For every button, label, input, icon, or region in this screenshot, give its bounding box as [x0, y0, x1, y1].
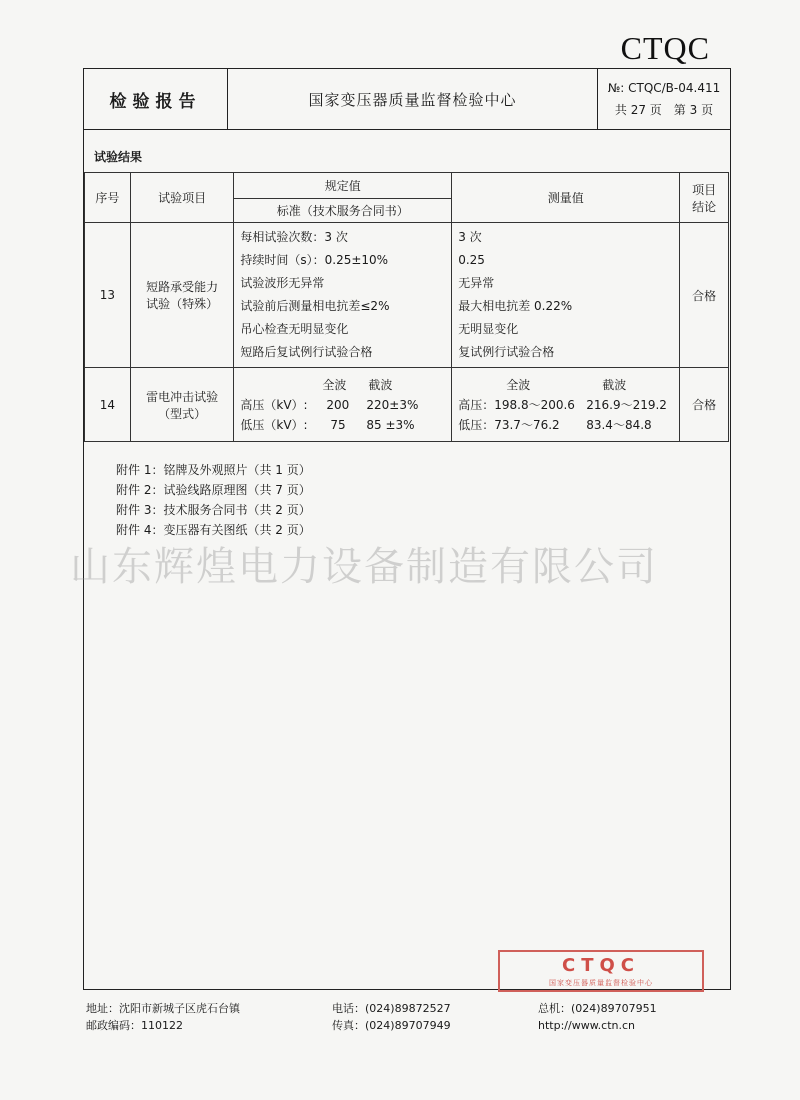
row-item [130, 223, 234, 368]
footer-contact-block [332, 1000, 451, 1034]
spec-line: 持续时间（s）：0.25±10% [240, 253, 389, 267]
row-spec [234, 223, 452, 368]
company-watermark: 山东辉煌电力设备制造有限公司 [70, 544, 658, 590]
meas-line: 复试例行试验合格 [458, 345, 555, 359]
header-spec: 规定值 [234, 173, 452, 199]
attachment-item: 附件 1：铭牌及外观照片（共 1 页） [116, 463, 311, 477]
row-spec [234, 368, 452, 442]
header-no: 序号 [85, 173, 131, 223]
meas-lv-row [458, 415, 673, 435]
spec-line: 试验波形无异常 [240, 276, 325, 290]
meas-lv-chopped: 83.4～84.8 [586, 417, 652, 432]
row-no: 13 [85, 223, 131, 368]
row-item-line1: 短路承受能力 [146, 280, 219, 294]
page-count: 共 27 页 第 3 页 [614, 103, 714, 117]
footer-website[interactable]: http://www.ctn.cn [538, 1019, 636, 1032]
row-item-line2: 试验（特殊） [146, 297, 219, 311]
footer-address: 地址：沈阳市新城子区虎石台镇 [86, 1002, 240, 1015]
results-table [84, 172, 729, 442]
meas-line: 0.25 [458, 253, 485, 267]
report-label: 检验报告 [84, 69, 228, 129]
section-title: 试验结果 [94, 150, 143, 164]
spec-hv-row [240, 395, 445, 415]
spec-head [240, 375, 445, 395]
spec-lv-chopped: 85 ±3% [366, 417, 415, 432]
table-row [85, 223, 729, 368]
report-header [83, 68, 731, 130]
meas-chopped-wave-label: 截波 [602, 377, 627, 392]
attachment-item: 附件 3：技术服务合同书（共 2 页） [116, 503, 311, 517]
header-spec-sub: 标准（技术服务合同书） [234, 199, 452, 223]
meas-hv-row [458, 395, 673, 415]
stamp-subtitle: 国家变压器质量监督检验中心 [549, 979, 653, 987]
header-conclusion [680, 173, 729, 223]
header-conclusion-line1: 项目 [692, 182, 717, 197]
meas-line: 无明显变化 [458, 322, 519, 336]
spec-lv-row [240, 415, 445, 435]
spec-line: 每相试验次数：3 次 [240, 230, 348, 244]
official-stamp [498, 950, 704, 992]
row-no: 14 [85, 368, 131, 442]
header-item: 试验项目 [130, 173, 234, 223]
meas-lv-full: 低压：73.7～76.2 [458, 417, 560, 432]
footer-web-block [538, 1000, 657, 1034]
spec-hv-chopped: 220±3% [366, 397, 419, 412]
table-row [85, 368, 729, 442]
header-measured: 测量值 [452, 173, 680, 223]
footer-switchboard: 总机：(024)89707951 [538, 1002, 657, 1015]
row-measured [452, 368, 680, 442]
row-item [130, 368, 234, 442]
doc-info [598, 69, 730, 129]
footer-postcode: 邮政编码：110122 [86, 1019, 183, 1032]
spec-line: 试验前后测量相电抗差≤2% [240, 299, 390, 313]
doc-number: №: CTQC/B-04.411 [607, 81, 721, 95]
center-name: 国家变压器质量监督检验中心 [228, 69, 598, 129]
brand-logo: CTQC [620, 30, 710, 66]
row-item-line2: （型式） [158, 406, 207, 421]
row-conclusion: 合格 [680, 223, 729, 368]
stamp-title: CTQC [562, 955, 640, 976]
meas-line: 最大相电抗差 0.22% [458, 299, 573, 313]
meas-line: 无异常 [458, 276, 495, 290]
meas-hv-chopped: 216.9～219.2 [586, 397, 667, 412]
meas-head [458, 375, 673, 395]
spec-lv-full: 75 [330, 417, 346, 432]
spec-lv-label: 低压（kV）: [240, 417, 308, 432]
footer-address-block [86, 1000, 240, 1034]
spec-line: 吊心检查无明显变化 [240, 322, 349, 336]
header-conclusion-line2: 结论 [692, 199, 717, 214]
chopped-wave-label: 截波 [368, 377, 393, 392]
attachments-list [116, 460, 311, 540]
meas-full-wave-label: 全波 [506, 377, 531, 392]
spec-hv-label: 高压（kV）: [240, 397, 308, 412]
footer-phone: 电话：(024)89872527 [332, 1002, 451, 1015]
meas-hv-full: 高压：198.8～200.6 [458, 397, 575, 412]
attachment-item: 附件 2：试验线路原理图（共 7 页） [116, 483, 311, 497]
spec-hv-full: 200 [326, 397, 350, 412]
row-conclusion: 合格 [680, 368, 729, 442]
spec-line: 短路后复试例行试验合格 [240, 345, 373, 359]
attachment-item: 附件 4：变压器有关图纸（共 2 页） [116, 523, 311, 537]
footer-fax: 传真：(024)89707949 [332, 1019, 451, 1032]
full-wave-label: 全波 [322, 377, 347, 392]
row-measured [452, 223, 680, 368]
meas-line: 3 次 [458, 230, 482, 244]
row-item-line1: 雷电冲击试验 [146, 389, 219, 404]
